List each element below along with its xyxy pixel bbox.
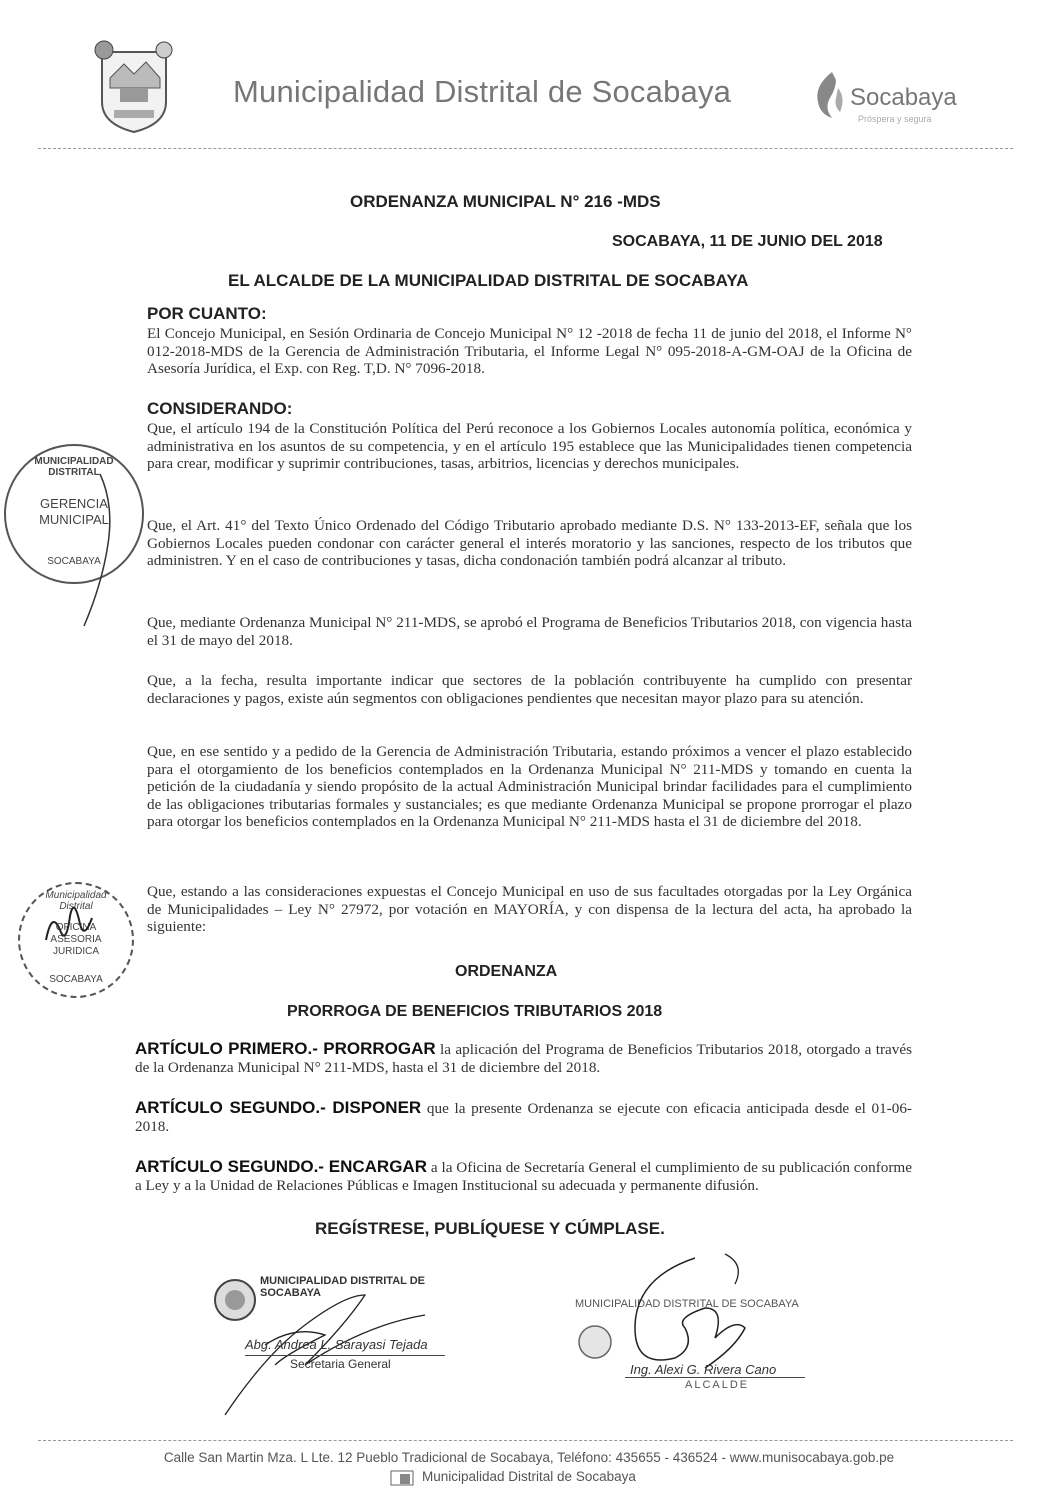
footer-social-text: Municipalidad Distrital de Socabaya xyxy=(422,1469,636,1484)
ordenanza-heading: ORDENANZA xyxy=(455,963,558,980)
logo-text: Socabaya xyxy=(850,84,957,111)
considerando-paragraph: Que, estando a las consideraciones expuestas el Concejo Municipal en uso de sus facultades otorgadas por la Ley Orgánica de Municipalidades – Ley N° 27972, por votación en MAYORÍA, y con dispensa de la lectura del acta, ha aprobado la siguiente: xyxy=(147,883,912,935)
initials-signature xyxy=(60,470,140,630)
article-label: ARTÍCULO SEGUNDO.- ENCARGAR xyxy=(135,1157,427,1176)
stamp-line: OFICINA xyxy=(55,922,97,933)
header-divider xyxy=(38,148,1013,149)
article-primero xyxy=(135,1040,912,1076)
signature-line xyxy=(625,1377,805,1378)
article-segundo-encargar xyxy=(135,1158,912,1194)
considerando-paragraph: Que, el artículo 194 de la Constitución Política del Perú reconoce a los Gobiernos Locales autonomía política, económica y administrativa en los asuntos de su competencia, y en el artículo 195 establece que las Municipalidades tienen competencia para crear, modificar y suprimir contribuciones, tasas, arbitrios, licencias y derechos municipales. xyxy=(147,420,912,472)
considerando-paragraph: Que, el Art. 41° del Texto Único Ordenado del Código Tributario aprobado mediante D.S. N° 133-2013-EF, señala que los Gobiernos Locales pueden condonar con carácter general el interés moratorio y las sanciones, respecto de los tributos que administren. Y en el caso de contribuciones y tasas, dicha condonación también podrá alcanzar al tributo. xyxy=(147,517,912,569)
por-cuanto-heading: POR CUANTO: xyxy=(147,304,267,323)
social-icon xyxy=(390,1470,414,1486)
closing-formula: REGÍSTRESE, PUBLÍQUESE Y CÚMPLASE. xyxy=(315,1219,665,1238)
authority-heading: EL ALCALDE DE LA MUNICIPALIDAD DISTRITAL DE SOCABAYA xyxy=(228,271,749,290)
stamp-ring-text: Municipalidad Distrital xyxy=(45,890,107,912)
signature-block-secretaria xyxy=(205,1265,475,1425)
ordinance-title: ORDENANZA MUNICIPAL N° 216 -MDS xyxy=(350,192,661,211)
signature-org: MUNICIPALIDAD DISTRITAL DE SOCABAYA xyxy=(260,1275,425,1299)
date-line: SOCABAYA, 11 DE JUNIO DEL 2018 xyxy=(612,233,883,250)
signature-block-alcalde xyxy=(575,1250,835,1400)
considerando-paragraph: Que, mediante Ordenanza Municipal N° 211-MDS, se aprobó el Programa de Beneficios Tributarios 2018, con vigencia hasta el 31 de mayo del 2018. xyxy=(147,614,912,649)
footer-address: Calle San Martin Mza. L Lte. 12 Pueblo Tradicional de Socabaya, Teléfono: 435655 - 436524 - www.munisocabaya.gob.pe xyxy=(163,1450,895,1465)
signature-org: MUNICIPALIDAD DISTRITAL DE SOCABAYA xyxy=(575,1298,799,1310)
considerando-paragraph: Que, a la fecha, resulta importante indicar que sectores de la población contribuyente ha cumplido con presentar declaraciones y pagos, existe aún segmentos con obligaciones pendientes que necesitan mayor plazo para su atención. xyxy=(147,672,912,707)
article-text: a la Oficina de Secretaría General el cumplimiento de su publicación conforme a Ley y a la Unidad de Relaciones Públicas e Imagen Institucional su adecuada y permanente difusión. xyxy=(135,1159,912,1194)
stamp-line: MUNICIPAL xyxy=(39,512,109,527)
signatory-name: Abg. Andrea L. Sarayasi Tejada xyxy=(245,1337,428,1352)
ordenanza-subheading: PRORROGA DE BENEFICIOS TRIBUTARIOS 2018 xyxy=(287,1003,663,1020)
considerando-heading: CONSIDERANDO: xyxy=(147,399,293,418)
signatory-role: ALCALDE xyxy=(685,1379,750,1391)
signature-line xyxy=(245,1355,445,1356)
flame-logo-icon xyxy=(810,70,850,120)
initials-signature xyxy=(40,900,100,950)
article-label: ARTÍCULO PRIMERO.- PRORROGAR xyxy=(135,1039,436,1058)
header-title: Municipalidad Distrital de Socabaya xyxy=(233,74,732,109)
article-label: ARTÍCULO SEGUNDO.- DISPONER xyxy=(135,1098,422,1117)
socabaya-logo xyxy=(810,70,970,130)
signatory-role: Secretaria General xyxy=(290,1357,391,1371)
municipal-crest-icon xyxy=(88,38,180,134)
stamp-ring-text: MUNICIPALIDAD DISTRITAL xyxy=(34,456,114,478)
article-text: que la presente Ordenanza se ejecute con eficacia anticipada desde el 01-06-2018. xyxy=(135,1100,912,1135)
article-text: la aplicación del Programa de Beneficios Tributarios 2018, otorgado a través de la Ordenanza Municipal N° 211-MDS, hasta el 31 de diciembre del 2018. xyxy=(135,1041,912,1076)
stamp-line: JURIDICA xyxy=(52,946,100,957)
footer-divider xyxy=(38,1440,1013,1441)
article-segundo-disponer xyxy=(135,1099,912,1135)
logo-tagline: Próspera y segura xyxy=(858,114,932,124)
footer-social xyxy=(390,1468,690,1488)
signatory-name: Ing. Alexi G. Rivera Cano xyxy=(630,1362,777,1377)
considerando-paragraph: Que, en ese sentido y a pedido de la Gerencia de Administración Tributaria, estando próximos a vencer el plazo establecido para el otorgamiento de los beneficios contemplados en la Ordenanza Municipal N° 211-MDS y tomando en cuenta la petición de la ciudadanía y siendo propósito de la actual Administración Municipal brindar facilidades para el cumplimiento de las obligaciones tributarias formales y sustanciales; es que mediante Ordenanza Municipal se propone prorrogar el plazo para otorgar los beneficios contemplados en la Ordenanza Municipal N° 211-MDS hasta el 31 de diciembre del 2018. xyxy=(147,743,912,830)
por-cuanto-text: El Concejo Municipal, en Sesión Ordinaria de Concejo Municipal N° 12 -2018 de fecha 11 de junio del 2018, el Informe N° 012-2018-MDS de la Gerencia de Administración Tributaria, el Informe Legal N° 095-2018-A-GM-OAJ de la Oficina de Asesoría Jurídica, el Exp. con Reg. T,D. N° 7096-2018. xyxy=(147,325,912,377)
stamp-line: ASESORIA xyxy=(50,934,102,945)
stamp-line: GERENCIA xyxy=(40,496,108,511)
stamp-bottom-text: SOCABAYA xyxy=(47,556,101,567)
stamp-bottom-text: SOCABAYA xyxy=(49,974,103,985)
